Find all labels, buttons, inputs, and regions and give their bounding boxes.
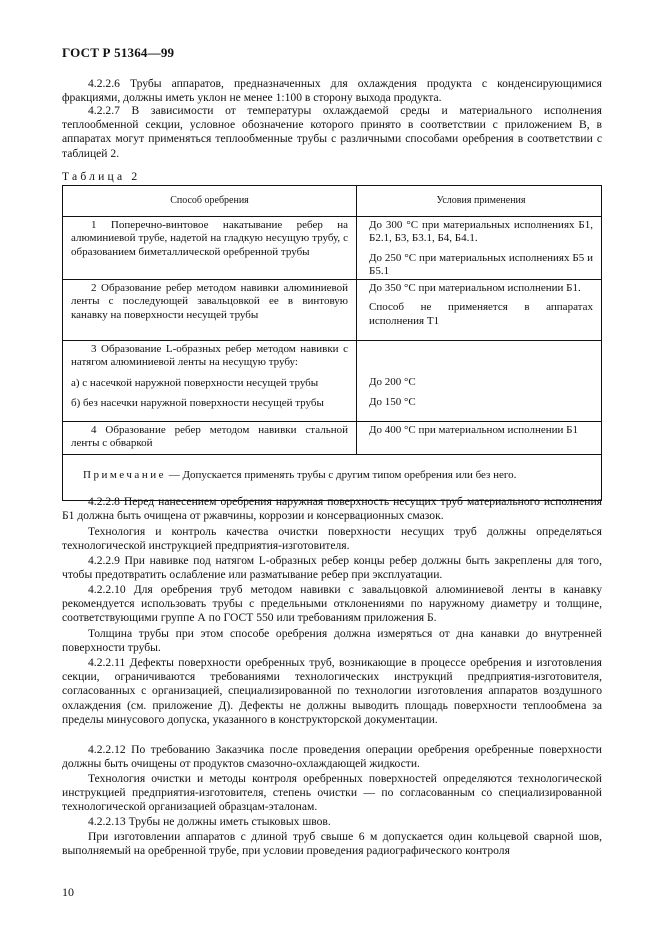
document-header: ГОСТ Р 51364—99 <box>62 45 175 60</box>
row2-condition-2: Способ не применяется в аппаратах исполнения Т1 <box>369 301 593 327</box>
paragraph-4-2-2-11: 4.2.2.11 Дефекты поверхности оребренных труб, возникающие в процессе оребрения и изготовления секции, ограничиваются требованиями технологических инструкций предприятия-изготовителя, согласованных с организацией, специализированной по технологии изготовления аппаратов воздушного охлаждения (см. приложение Д). Дефекты не должны выводить площадь поверхности теплообмена за пределы минусового допуска, указанного в конструкторской документации. <box>62 656 602 726</box>
table-2 <box>62 185 602 501</box>
paragraph-tube-thickness: Толщина трубы при этом способе оребрения должна измеряться от дна канавки до внутренней поверхности трубы. <box>62 627 602 655</box>
row1-condition-1: До 300 °С при материальных исполнениях Б1, Б2.1, Б3, Б3.1, Б4, Б4.1. <box>369 219 593 245</box>
note-text: — Допускается применять трубы с другим типом оребрения или без него. <box>165 469 517 481</box>
row3-condition-b: До 150 °С <box>369 396 416 409</box>
table-note <box>63 455 601 500</box>
table-header-method: Способ оребрения <box>63 186 357 216</box>
row1-method: 1 Поперечно-винтовое накатывание ребер на алюминиевой трубе, надетой на гладкую несущую трубу, с образованием биметаллической оребренной трубы <box>63 217 357 279</box>
paragraph-cleaning-technology: Технология и контроль качества очистки поверхности несущих труб должны определяться технологической инструкцией предприятия-изготовителя. <box>62 525 602 553</box>
row3-conditions <box>357 341 601 421</box>
row3-sub-b: б) без насечки наружной поверхности несущей трубы <box>71 397 324 410</box>
paragraph-4-2-2-13: 4.2.2.13 Трубы не должны иметь стыковых швов. <box>88 815 331 828</box>
row1-conditions <box>357 217 601 279</box>
paragraph-4-2-2-9: 4.2.2.9 При навивке под натягом L-образных ребер концы ребер должны быть закреплены для того, чтобы предотвратить ослабление или разматывание ребер при эксплуатации. <box>62 554 602 582</box>
row1-condition-2: До 250 °С при материальных исполнениях Б5 и Б5.1 <box>369 251 593 278</box>
table-row <box>63 280 601 341</box>
row4-conditions: До 400 °С при материальном исполнении Б1 <box>369 424 578 436</box>
paragraph-4-2-2-8: 4.2.2.8 Перед нанесением оребрения наружная поверхность несущих труб материального исполнения Б1 должна быть очищена от ржавчины, коррозии и консервационных смазок. <box>62 495 602 523</box>
note-label: Примечание <box>83 469 166 481</box>
table-header-conditions: Условия применения <box>436 195 526 207</box>
row2-method: 2 Образование ребер методом навивки алюминиевой ленты с последующей завальцовкой ее в винтовую канавку на поверхности несущей трубы <box>63 280 357 340</box>
paragraph-4-2-2-6: 4.2.2.6 Трубы аппаратов, предназначенных для охлаждения продукта с конденсирующимися фракциями, должны иметь уклон не менее 1:100 в сторону выхода продукта. <box>62 77 602 105</box>
paragraph-4-2-2-12: 4.2.2.12 По требованию Заказчика после проведения операции оребрения оребренные поверхности должны быть очищены от продуктов смазочно-охлаждающей жидкости. <box>62 743 602 771</box>
row3-method <box>63 341 357 421</box>
table-row <box>63 217 601 280</box>
row2-condition-1: До 350 °С при материальном исполнении Б1. <box>369 282 581 294</box>
row3-condition-a: До 200 °С <box>369 376 416 388</box>
row2-conditions <box>357 280 601 340</box>
paragraph-4-2-2-7: 4.2.2.7 В зависимости от температуры охлаждаемой среды и материального исполнения теплообменной секции, условное обозначение которого принято в соответствии с приложением В, в аппаратах могут применяться теплообменные трубы с различными способами оребрения в соответствии с таблицей 2. <box>62 104 602 160</box>
table-row <box>63 341 601 422</box>
paragraph-cleaning-methods: Технология очистки и методы контроля оребренных поверхностей определяются технологической инструкцией предприятия-изготовителя, степень очистки — по согласованным со специализированной технологической организацией образцам-эталонам. <box>62 772 602 814</box>
row4-method: 4 Образование ребер методом навивки стальной ленты с обваркой <box>63 422 357 454</box>
row3-sub-a: а) с насечкой наружной поверхности несущей трубы <box>71 376 319 389</box>
table-header-row <box>63 186 601 217</box>
page-number: 10 <box>62 885 74 899</box>
table-caption: Таблица 2 <box>62 170 141 183</box>
paragraph-4-2-2-10: 4.2.2.10 Для оребрения труб методом навивки с завальцовкой алюминиевой ленты в канавку рекомендуется использовать трубы с предельными отклонениями по наружному диаметру и толщине, соответствующими группе А по ГОСТ 550 или требованиям приложения Б. <box>62 583 602 625</box>
row3-method-text: 3 Образование L-образных ребер методом навивки с натягом алюминиевой ленты на несущую трубу: <box>71 343 348 369</box>
table-row <box>63 422 601 455</box>
paragraph-weld-seam: При изготовлении аппаратов с длиной труб свыше 6 м допускается один кольцевой сварной шов, выполняемый на оребренной трубе, при условии проведения радиографического контроля <box>62 830 602 858</box>
